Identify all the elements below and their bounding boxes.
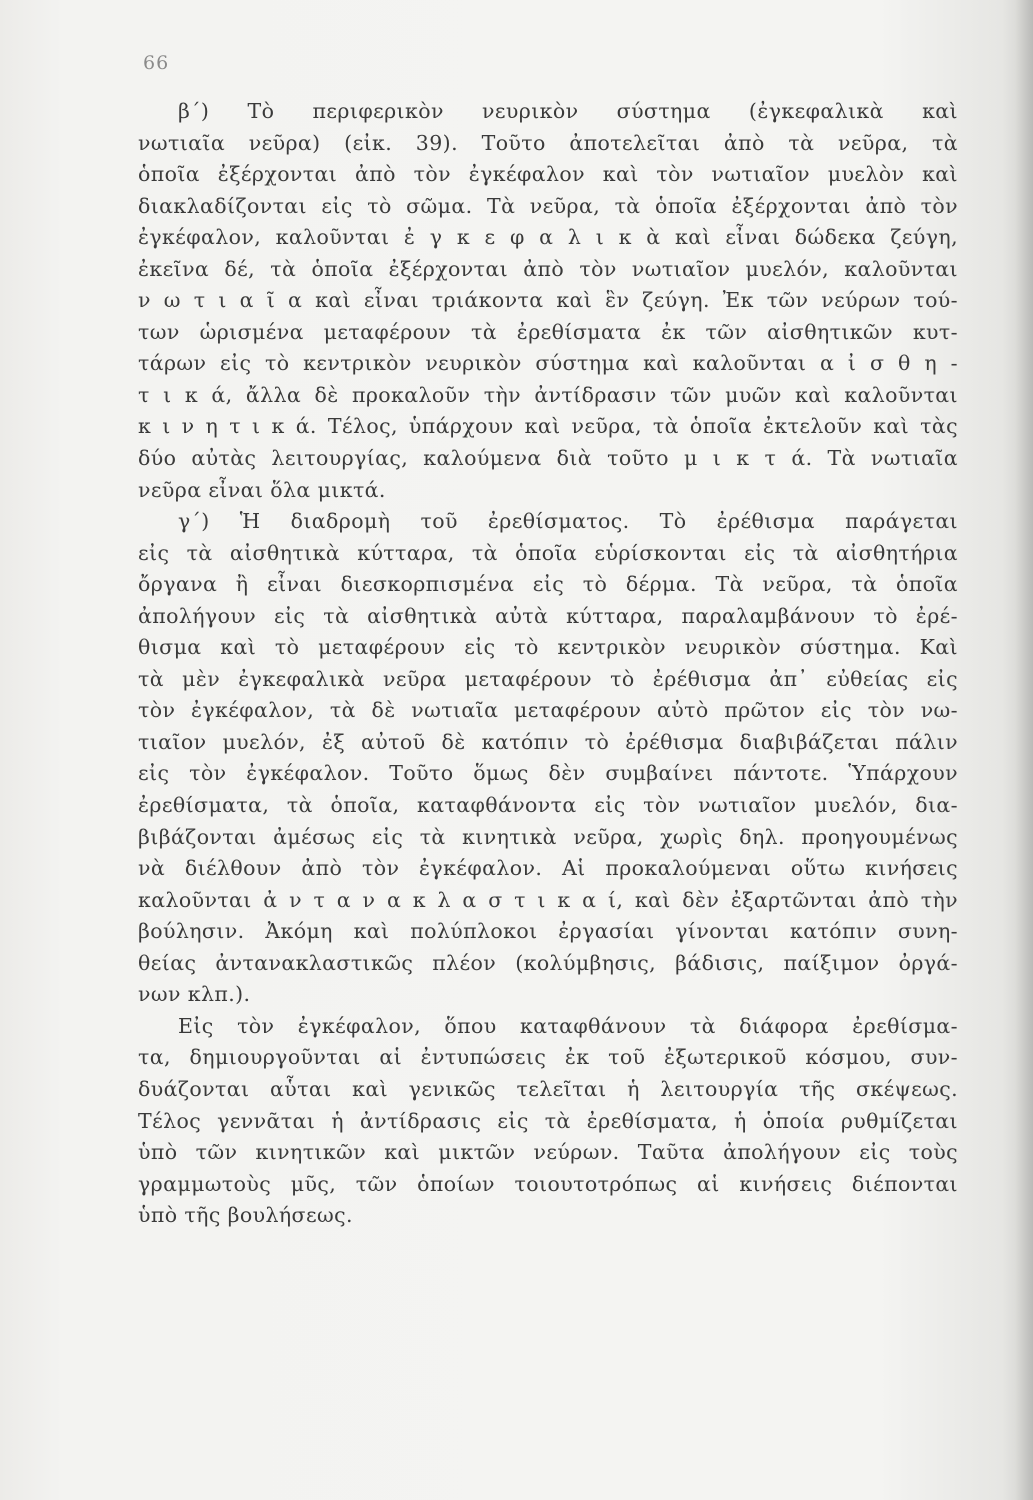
text-line: ὑπὸ τῶν κινητικῶν καὶ μικτῶν νεύρων. Ταῦτα ἀπολήγουν εἰς τοὺς xyxy=(138,1140,958,1165)
text-line: τὰ μὲν ἐγκεφαλικὰ νεῦρα μεταφέρουν τὸ ἐρέθισμα ἀπ᾿ εὐθείας εἰς xyxy=(138,666,958,691)
page-edge-shadow xyxy=(1015,0,1033,1500)
text-line: κ ι ν η τ ι κ ά. Τέλος, ὑπάρχουν καὶ νεῦρα, τὰ ὁποῖα ἐκτελοῦν καὶ τὰς xyxy=(138,414,958,439)
page-number: 66 xyxy=(143,52,170,74)
text-line: εἰς τὰ αἰσθητικὰ κύτταρα, τὰ ὁποῖα εὑρίσκονται εἰς τὰ αἰσθητήρια xyxy=(138,540,958,565)
text-line: ἀπολήγουν εἰς τὰ αἰσθητικὰ αὐτὰ κύτταρα, παραλαμβάνουν τὸ ἐρέ- xyxy=(138,603,958,628)
section-heading-line: β΄) Τὸ περιφερικὸν νευρικὸν σύστημα (ἐγκεφαλικὰ καὶ xyxy=(178,99,958,123)
text-line: Τέλος γεννᾶται ἡ ἀντίδρασις εἰς τὰ ἐρεθίσματα, ἡ ὁποία ρυθμίζεται xyxy=(138,1108,958,1133)
text-line: δυάζονται αὗται καὶ γενικῶς τελεῖται ἡ λειτουργία τῆς σκέψεως. xyxy=(138,1076,958,1101)
text-line: θισμα καὶ τὸ μεταφέρουν εἰς τὸ κεντρικὸν νευρικὸν σύστημα. Καὶ xyxy=(138,635,958,660)
text-line: καλοῦνται ἀ ν τ α ν α κ λ α σ τ ι κ α ί, καὶ δὲν ἐξαρτῶνται ἀπὸ τὴν xyxy=(138,887,958,912)
text-line: ὄργανα ἢ εἶναι διεσκορπισμένα εἰς τὸ δέρμα. Τὰ νεῦρα, τὰ ὁποῖα xyxy=(138,572,958,597)
text-line: τάρων εἰς τὸ κεντρικὸν νευρικὸν σύστημα καὶ καλοῦνται α ἰ σ θ η - xyxy=(138,351,958,376)
text-line: ἐγκέφαλον, καλοῦνται ἐ γ κ ε φ α λ ι κ ὰ καὶ εἶναι δώδεκα ζεύγη, xyxy=(138,225,958,250)
text-line: βιβάζονται ἀμέσως εἰς τὰ κινητικὰ νεῦρα, χωρὶς δηλ. προηγουμένως xyxy=(138,824,958,849)
text-line: τ ι κ ά, ἄλλα δὲ προκαλοῦν τὴν ἀντίδρασιν τῶν μυῶν καὶ καλοῦνται xyxy=(138,382,958,407)
section-heading-line: γ΄) Ἡ διαδρομὴ τοῦ ἐρεθίσματος. Τὸ ἐρέθισμα παράγεται xyxy=(178,509,958,534)
body-text xyxy=(138,96,958,1232)
text-line: τὸν ἐγκέφαλον, τὰ δὲ νωτιαῖα μεταφέρουν αὐτὸ πρῶτον εἰς τὸν νω- xyxy=(138,698,958,723)
text-line: ν ω τ ι α ῖ α καὶ εἶναι τριάκοντα καὶ ἓν ζεύγη. Ἐκ τῶν νεύρων τού- xyxy=(138,288,958,313)
text-line: ὑπὸ τῆς βουλήσεως. xyxy=(138,1203,353,1228)
text-line: διακλαδίζονται εἰς τὸ σῶμα. Τὰ νεῦρα, τὰ ὁποῖα ἐξέρχονται ἀπὸ τὸν xyxy=(138,193,958,218)
text-line: εἰς τὸν ἐγκέφαλον. Τοῦτο ὅμως δὲν συμβαίνει πάντοτε. Ὑπάρχουν xyxy=(138,761,958,786)
text-line: νεῦρα εἶναι ὅλα μικτά. xyxy=(138,477,386,502)
text-line: γραμμωτοὺς μῦς, τῶν ὁποίων τοιουτοτρόπως αἱ κινήσεις διέπονται xyxy=(138,1171,958,1196)
text-line: νωτιαῖα νεῦρα) (εἰκ. 39). Τοῦτο ἀποτελεῖται ἀπὸ τὰ νεῦρα, τὰ xyxy=(138,130,958,155)
text-line: βούλησιν. Ἀκόμη καὶ πολύπλοκοι ἐργασίαι γίνονται κατόπιν συνη- xyxy=(138,919,958,944)
text-line: ἐρεθίσματα, τὰ ὁποῖα, καταφθάνοντα εἰς τὸν νωτιαῖον μυελόν, δια- xyxy=(138,793,958,818)
text-line: τιαῖον μυελόν, ἐξ αὐτοῦ δὲ κατόπιν τὸ ἐρέθισμα διαβιβάζεται πάλιν xyxy=(138,729,958,754)
text-line: των ὡρισμένα μεταφέρουν τὰ ἐρεθίσματα ἐκ τῶν αἰσθητικῶν κυτ- xyxy=(138,319,958,344)
text-line: δύο αὐτὰς λειτουργίας, καλούμενα διὰ τοῦτο μ ι κ τ ά. Τὰ νωτιαῖα xyxy=(138,446,958,471)
text-line: θείας ἀντανακλαστικῶς πλέον (κολύμβησις, βάδισις, παίξιμον ὀργά- xyxy=(138,950,958,975)
paragraph-start-line: Εἰς τὸν ἐγκέφαλον, ὅπου καταφθάνουν τὰ διάφορα ἐρεθίσμα- xyxy=(178,1013,958,1038)
text-line: ὁποῖα ἐξέρχονται ἀπὸ τὸν ἐγκέφαλον καὶ τὸν νωτιαῖον μυελὸν καὶ xyxy=(138,162,958,187)
text-line: νὰ διέλθουν ἀπὸ τὸν ἐγκέφαλον. Αἱ προκαλούμεναι οὕτω κινήσεις xyxy=(138,856,958,881)
text-line: ἐκεῖνα δέ, τὰ ὁποῖα ἐξέρχονται ἀπὸ τὸν νωτιαῖον μυελόν, καλοῦνται xyxy=(138,256,958,281)
text-line: τα, δημιουργοῦνται αἱ ἐντυπώσεις ἐκ τοῦ ἐξωτερικοῦ κόσμου, συν- xyxy=(138,1045,958,1070)
text-line: νων κλπ.). xyxy=(138,982,251,1007)
